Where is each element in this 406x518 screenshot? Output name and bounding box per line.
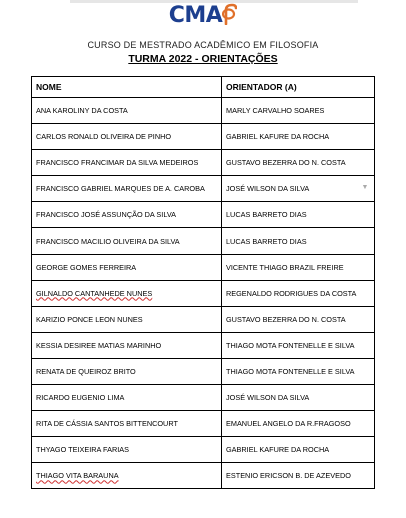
cell-nome[interactable]: [32, 358, 222, 384]
cell-orientador[interactable]: [222, 358, 375, 384]
cell-orientador[interactable]: [222, 124, 375, 150]
cell-orientador[interactable]: [222, 306, 375, 332]
table-row: [32, 228, 375, 254]
cell-nome[interactable]: [32, 150, 222, 176]
cell-orientador[interactable]: [222, 385, 375, 411]
student-name: CARLOS RONALD OLIVEIRA DE PINHO: [36, 132, 172, 142]
student-name: FRANCISCO JOSÉ ASSUNÇÃO DA SILVA: [36, 210, 177, 220]
table-header-row: [32, 77, 375, 98]
student-name: RICARDO EUGENIO LIMA: [36, 393, 125, 403]
cell-orientador[interactable]: [222, 463, 375, 489]
cell-orientador[interactable]: [222, 254, 375, 280]
cell-orientador[interactable]: [222, 176, 375, 202]
cell-nome[interactable]: [32, 463, 222, 489]
cell-orientador[interactable]: [222, 98, 375, 124]
cell-orientador[interactable]: [222, 150, 375, 176]
advisor-name: THIAGO MOTA FONTENELLE E SILVA: [226, 340, 355, 350]
cell-nome[interactable]: [32, 411, 222, 437]
cmaf-logo: [0, 3, 406, 33]
cell-nome[interactable]: [32, 306, 222, 332]
student-name: GEORGE GOMES FERREIRA: [36, 262, 137, 272]
table-row: [32, 150, 375, 176]
cell-orientador[interactable]: [222, 280, 375, 306]
cell-nome[interactable]: [32, 98, 222, 124]
table-row: [32, 411, 375, 437]
student-name: FRANCISCO MACILIO OLIVEIRA DA SILVA: [36, 236, 180, 246]
advisor-name: EMANUEL ANGELO DA R.FRAGOSO: [226, 419, 351, 429]
table-row: [32, 98, 375, 124]
cell-orientador[interactable]: [222, 411, 375, 437]
student-name: THIAGO VITA BARAUNA: [36, 471, 119, 481]
cell-orientador[interactable]: [222, 437, 375, 463]
student-name: GILNALDO CANTANHEDE NUNES: [36, 288, 153, 298]
table-row: [32, 385, 375, 411]
student-name: RITA DE CÁSSIA SANTOS BITTENCOURT: [36, 419, 178, 429]
advisor-name: GUSTAVO BEZERRA DO N. COSTA: [226, 158, 346, 168]
advisor-name: MARLY CARVALHO SOARES: [226, 106, 325, 116]
student-name: KARIZIO PONCE LEON NUNES: [36, 314, 143, 324]
table-row: [32, 332, 375, 358]
advisor-name: GABRIEL KAFURE DA ROCHA: [226, 445, 330, 455]
table-row: [32, 254, 375, 280]
table-row: [32, 176, 375, 202]
page-title: TURMA 2022 - ORIENTAÇÕES: [128, 53, 278, 65]
course-subtitle: CURSO DE MESTRADO ACADÊMICO EM FILOSOFIA: [87, 40, 319, 50]
student-name: THYAGO TEIXEIRA FARIAS: [36, 445, 129, 455]
cell-nome[interactable]: [32, 385, 222, 411]
logo-text: CMA: [168, 3, 223, 28]
cell-nome[interactable]: [32, 228, 222, 254]
advisor-name: REGENALDO RODRIGUES DA COSTA: [226, 288, 357, 298]
advisor-name: THIAGO MOTA FONTENELLE E SILVA: [226, 366, 355, 376]
cell-orientador[interactable]: [222, 332, 375, 358]
orientations-table: [31, 76, 375, 489]
cell-orientador[interactable]: [222, 228, 375, 254]
table-row: [32, 202, 375, 228]
dropdown-arrow-icon[interactable]: ▼: [361, 184, 369, 192]
cell-nome[interactable]: [32, 202, 222, 228]
cell-nome[interactable]: [32, 124, 222, 150]
cell-nome[interactable]: [32, 280, 222, 306]
cell-nome[interactable]: [32, 254, 222, 280]
table-row: [32, 124, 375, 150]
cell-nome[interactable]: [32, 176, 222, 202]
cell-orientador[interactable]: [222, 202, 375, 228]
advisor-name: JOSÉ WILSON DA SILVA: [226, 393, 310, 403]
advisor-name: ESTENIO ERICSON B. DE AZEVEDO: [226, 471, 351, 481]
table-row: [32, 280, 375, 306]
advisor-name: LUCAS BARRETO DIAS: [226, 210, 307, 220]
advisor-name: VICENTE THIAGO BRAZIL FREIRE: [226, 262, 344, 272]
student-name: FRANCISCO GABRIEL MARQUES DE A. CAROBA: [36, 184, 205, 194]
cell-nome[interactable]: [32, 332, 222, 358]
advisor-name: GUSTAVO BEZERRA DO N. COSTA: [226, 314, 346, 324]
table-row: [32, 463, 375, 489]
student-name: ANA KAROLINY DA COSTA: [36, 106, 128, 116]
column-header-orientador: ORIENTADOR (A): [222, 77, 375, 98]
student-name: KESSIA DESIREE MATIAS MARINHO: [36, 340, 162, 350]
table-row: [32, 306, 375, 332]
table-row: [32, 358, 375, 384]
advisor-name: JOSÉ WILSON DA SILVA: [226, 184, 310, 194]
table-row: [32, 437, 375, 463]
logo-f-icon: [222, 3, 237, 25]
column-header-nome: NOME: [32, 77, 222, 98]
student-name: FRANCISCO FRANCIMAR DA SILVA MEDEIROS: [36, 158, 199, 168]
student-name: RENATA DE QUEIROZ BRITO: [36, 366, 136, 376]
cell-nome[interactable]: [32, 437, 222, 463]
advisor-name: LUCAS BARRETO DIAS: [226, 236, 307, 246]
advisor-name: GABRIEL KAFURE DA ROCHA: [226, 132, 330, 142]
